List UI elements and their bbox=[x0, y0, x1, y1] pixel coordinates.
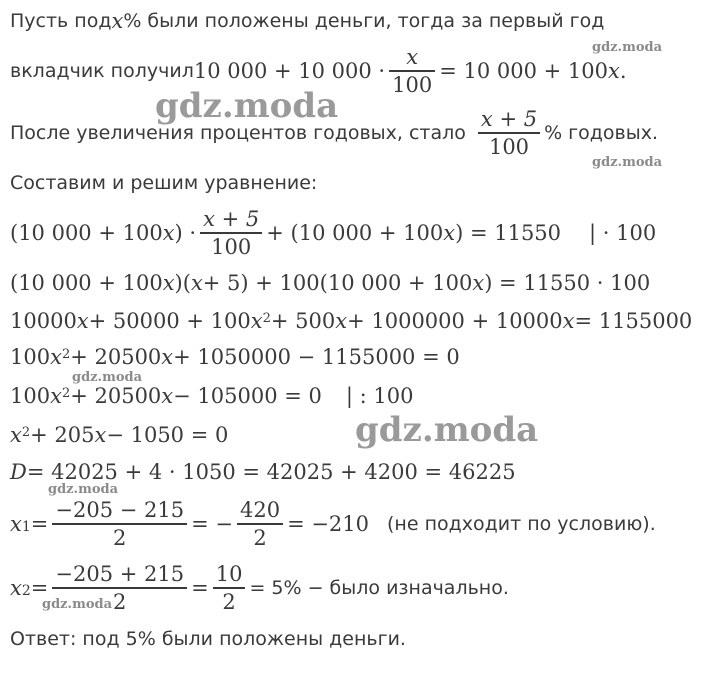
var-x: x bbox=[94, 423, 107, 447]
fraction-numerator: −205 − 215 bbox=[55, 498, 185, 522]
root-note: (не подходит по условию). bbox=[387, 512, 656, 535]
eq3-part-d: + 1000000 + 10000 bbox=[347, 309, 563, 333]
eq4-part-a: 100 bbox=[10, 345, 51, 369]
var-x: x bbox=[190, 271, 203, 295]
equation-6: x $^2$ + 205 x − 1050 = 0 bbox=[10, 423, 229, 447]
fraction-denominator: 100 bbox=[211, 234, 252, 259]
watermark: gdz.moda bbox=[155, 86, 339, 126]
root-x1-line: x $_1$ = $\frac{-205 - 215}{2}$ = − $\frac{420}{2}$ = −210 (не подходит по условию). bbox=[10, 498, 656, 550]
fraction-root1 bbox=[52, 497, 187, 551]
eq1-mid: ) · bbox=[174, 220, 197, 245]
equals: = bbox=[191, 575, 209, 600]
eq1-right-end: ) = 11550 bbox=[455, 220, 562, 245]
fraction-numerator: −205 + 215 bbox=[55, 562, 185, 586]
watermark: gdz.moda bbox=[48, 482, 119, 497]
fraction-numerator: x + 5 bbox=[480, 107, 538, 131]
root-value-note: = 5% − было изначально. bbox=[249, 576, 509, 599]
equals: = bbox=[30, 575, 49, 600]
period: . bbox=[619, 58, 627, 83]
watermark: gdz.moda bbox=[72, 370, 143, 385]
answer-line bbox=[10, 626, 406, 652]
discriminant-calc: = 42025 + 4 · 1050 = 42025 + 4200 = 46225 bbox=[26, 460, 516, 484]
eq2-part-b: )( bbox=[174, 271, 191, 295]
var-x: x bbox=[472, 271, 485, 295]
fraction-denominator: 2 bbox=[113, 589, 127, 614]
eq2-part-c: + 5) + 100(10 000 + 100 bbox=[202, 271, 473, 295]
eq5-part-c: − 105000 = 0 bbox=[173, 384, 322, 408]
line2-expr: 10 000 + 10 000 · bbox=[193, 58, 386, 83]
fraction-10-over-2 bbox=[213, 561, 246, 615]
eq6-part-b: − 1050 = 0 bbox=[106, 423, 229, 447]
eq4-part-b: + 20500 bbox=[70, 345, 162, 369]
fraction-420-over-2 bbox=[237, 497, 283, 551]
equation-4: 100 x $^2$ + 20500 x + 1050000 − 1155000 = 0 bbox=[10, 345, 460, 369]
equation-5: 100 x $^2$ + 20500 x − 105000 = 0 | : 100 bbox=[10, 384, 414, 408]
line2-text: вкладчик получил bbox=[10, 59, 194, 82]
fraction-denominator: 2 bbox=[253, 525, 267, 550]
intro-rest: % были положены деньги, тогда за первый год bbox=[123, 10, 605, 32]
var-x: x bbox=[76, 309, 89, 333]
eq2-part-d: ) = 11550 · 100 bbox=[484, 271, 651, 295]
watermark: gdz.moda bbox=[42, 597, 113, 612]
fraction-x5-over-100 bbox=[200, 206, 262, 260]
root-x2-line: x $_2$ = $\frac{-205 + 215}{2}$ = $\frac{10}{2}$ = 5% − было изначально. bbox=[10, 562, 509, 614]
fraction-numerator: x bbox=[406, 45, 419, 69]
var-x: x bbox=[562, 309, 575, 333]
eq3-part-e: = 1155000 bbox=[574, 309, 693, 333]
var-x: x bbox=[335, 309, 348, 333]
compose-equation-text: Составим и решим уравнение: bbox=[10, 172, 318, 194]
fraction-x-over-100 bbox=[389, 44, 435, 98]
eq1-right: + (10 000 + 100 bbox=[266, 220, 444, 245]
answer-text: Ответ: под 5% были положены деньги. bbox=[10, 628, 406, 650]
root-value: = −210 bbox=[287, 511, 370, 536]
equals: = bbox=[30, 511, 49, 536]
eq5-operation: | : 100 bbox=[345, 384, 414, 408]
equation-3: 10000 x + 50000 + 100 x $^2$ + 500 x + 1000000 + 10000 x = 1155000 bbox=[10, 309, 693, 333]
watermark: gdz.moda bbox=[592, 40, 663, 55]
var-x: x bbox=[607, 58, 620, 83]
watermark: gdz.moda bbox=[592, 155, 663, 170]
var-x: x bbox=[10, 511, 22, 536]
var-x: x bbox=[111, 9, 124, 33]
eq3-part-a: 10000 bbox=[10, 309, 77, 333]
var-x: x bbox=[161, 384, 174, 408]
fraction-denominator: 2 bbox=[113, 525, 127, 550]
fraction-numerator: x + 5 bbox=[203, 207, 260, 231]
intro-line-1 bbox=[10, 8, 604, 34]
eq3-part-c: + 500 bbox=[270, 309, 336, 333]
equation-2 bbox=[10, 270, 650, 296]
eq5-part-a: 100 bbox=[10, 384, 51, 408]
equation-1 bbox=[10, 206, 656, 260]
line3-text: После увеличения процентов годовых, стало bbox=[10, 121, 466, 144]
var-x: x bbox=[10, 423, 22, 447]
fraction-denominator: 100 bbox=[488, 134, 530, 159]
watermark: gdz.moda bbox=[355, 410, 539, 450]
eq6-part-a: + 205 bbox=[30, 423, 95, 447]
line2-tail: = 10 000 + 100 bbox=[439, 58, 608, 83]
eq2-part-a: (10 000 + 100 bbox=[10, 271, 163, 295]
var-x: x bbox=[162, 220, 175, 245]
eq4-part-c: + 1050000 − 1155000 = 0 bbox=[173, 345, 460, 369]
line3-tail: % годовых. bbox=[544, 121, 659, 144]
fraction-numerator: 10 bbox=[215, 562, 243, 586]
equals-minus: = − bbox=[191, 511, 233, 536]
intro-line-4 bbox=[10, 170, 317, 196]
fraction-denominator: 2 bbox=[222, 589, 236, 614]
var-x: x bbox=[50, 345, 62, 369]
intro-text: Пусть под bbox=[10, 10, 112, 32]
eq1-operation: | · 100 bbox=[589, 220, 657, 245]
fraction-denominator: 100 bbox=[392, 72, 433, 97]
fraction-numerator: 420 bbox=[239, 498, 281, 522]
eq1-left: (10 000 + 100 bbox=[10, 220, 163, 245]
var-x: x bbox=[10, 575, 22, 600]
var-x: x bbox=[161, 345, 174, 369]
var-x: x bbox=[50, 384, 62, 408]
var-D: D bbox=[10, 460, 27, 484]
fraction-x5-over-100 bbox=[478, 106, 540, 160]
var-x: x bbox=[250, 309, 263, 333]
var-x: x bbox=[443, 220, 456, 245]
var-x: x bbox=[162, 271, 175, 295]
eq5-part-b: + 20500 bbox=[70, 384, 162, 408]
eq3-part-b: + 50000 + 100 bbox=[88, 309, 251, 333]
